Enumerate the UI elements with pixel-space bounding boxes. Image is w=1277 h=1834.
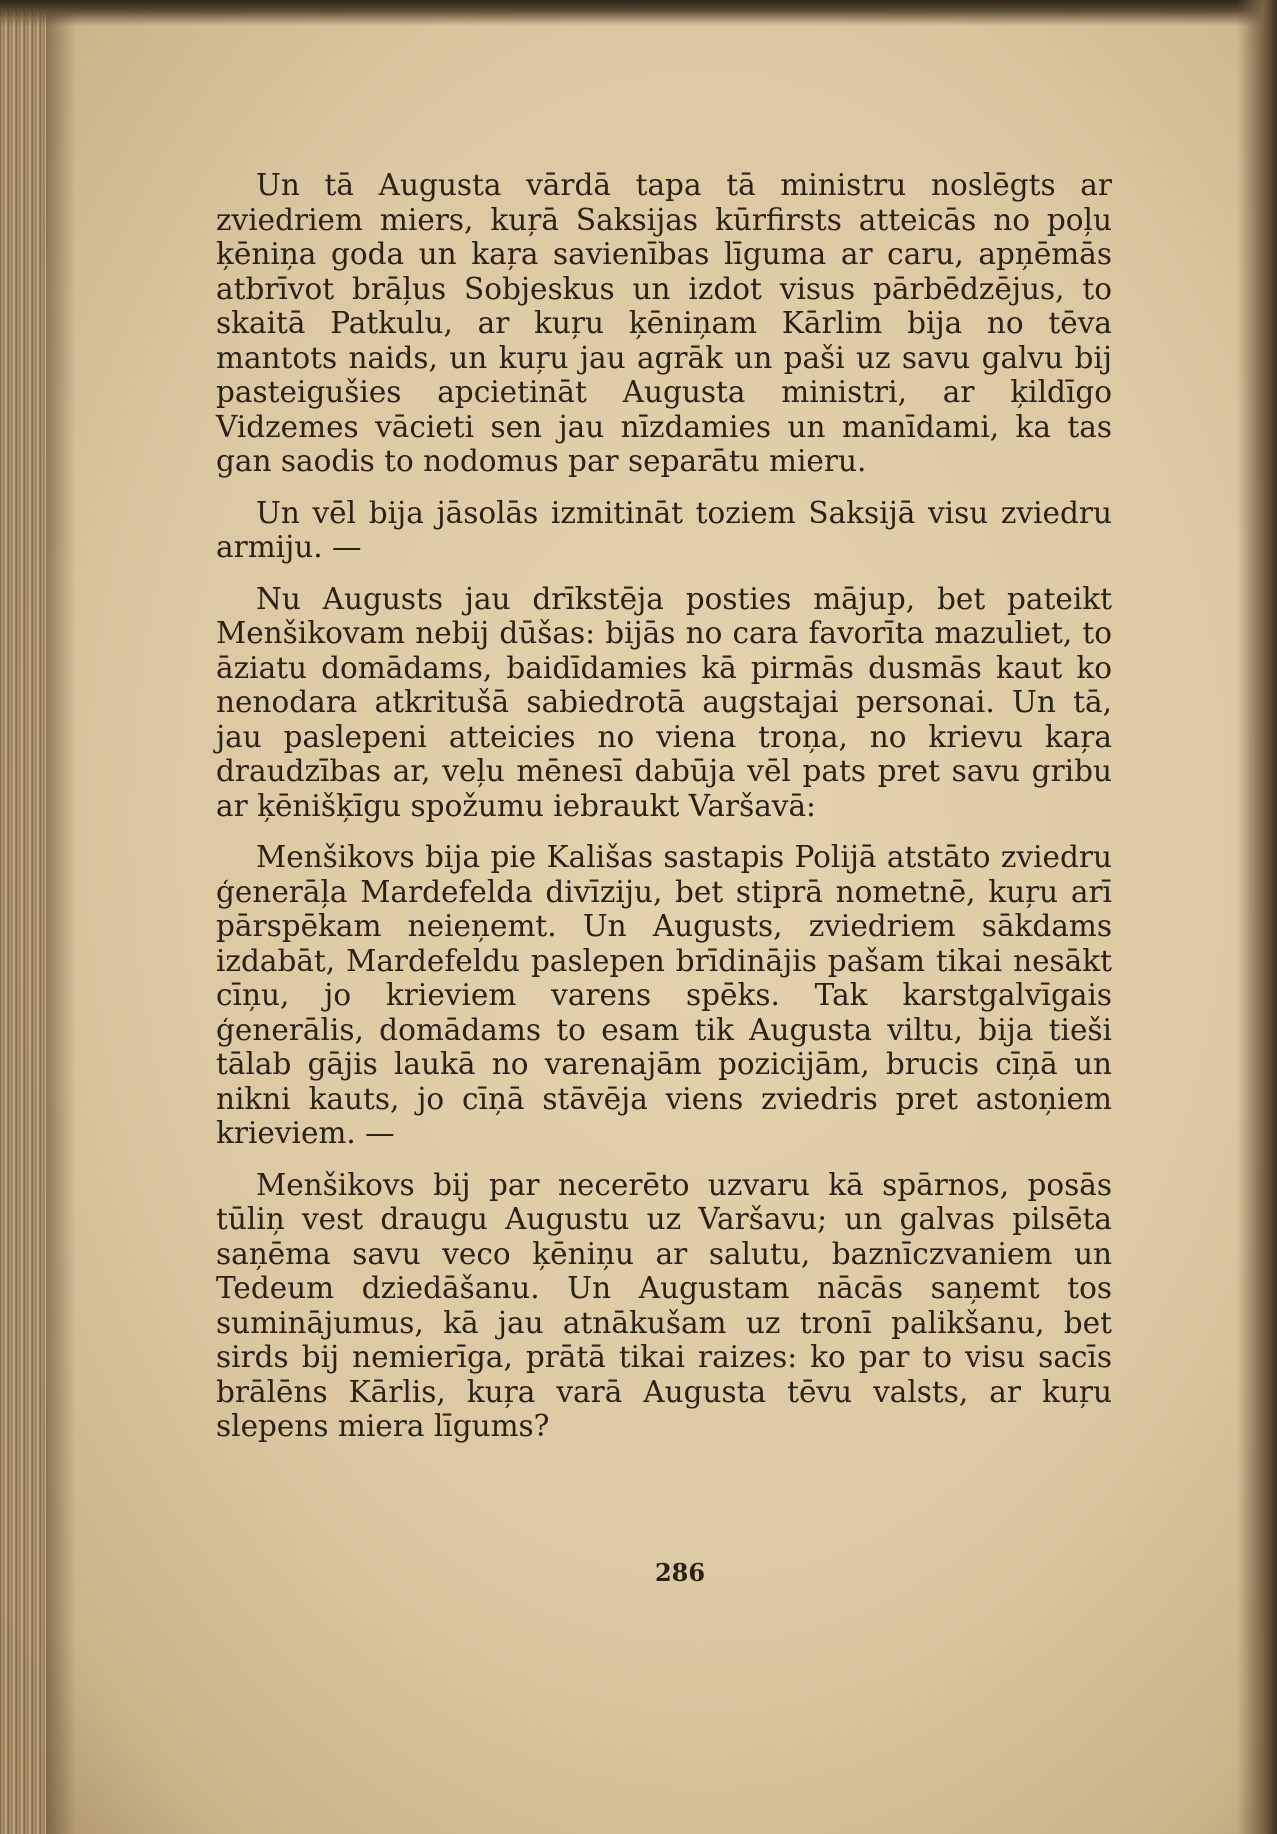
- body-text: [216, 168, 1112, 1444]
- paragraph-3: Nu Augusts jau drīkstēja posties mājup, bet pateikt Menšikovam nebij dūšas: bijās no cara favorīta mazuliet, to āziatu domādams, baidīdamies kā pirmās dusmās kaut ko nenodara atkritušā sabiedrotā augstajai personai. Un tā, jau paslepeni atteicies no viena troņa, no krievu kaŗa draudzības ar, veļu mēnesī dabūja vēl pats pret savu gribu ar ķēnišķīgu spožumu iebraukt Varšavā:: [216, 581, 1112, 823]
- paragraph-4: Menšikovs bija pie Kališas sastapis Polijā atstāto zviedru ģenerāļa Mardefelda divīziju, bet stiprā nometnē, kuŗu arī pārspēkam neieņemt. Un Augusts, zviedriem sākdams izdabāt, Mardefeldu paslepen brīdinājis pašam tikai nesākt cīņu, jo krieviem varens spēks. Tak karstgalvīgais ģenerālis, domādams to esam tik Augusta viltu, bija tieši tālab gājis laukā no varenajām pozicijām, brucis cīņā un nikni kauts, jo cīņā stāvēja viens zviedris pret astoņiem krieviem. —: [216, 840, 1112, 1150]
- paragraph-5: Menšikovs bij par necerēto uzvaru kā spārnos, posās tūliņ vest draugu Augustu uz Varšavu; un galvas pilsēta saņēma savu veco ķēniņu ar salutu, baznīczvaniem un Tedeum dziedāšanu. Un Augustam nācās saņemt tos suminājumus, kā jau atnākušam uz tronī palikšanu, bet sirds bij nemierīga, prātā tikai raizes: ko par to visu sacīs brālēns Kārlis, kuŗa varā Augusta tēvu valsts, ar kuŗu slepens miera līgums?: [216, 1167, 1112, 1443]
- paragraph-2: Un vēl bija jāsolās izmitināt toziem Saksijā visu zviedru armiju. —: [216, 495, 1112, 564]
- paragraph-1: Un tā Augusta vārdā tapa tā ministru noslēgts ar zviedriem miers, kuŗā Saksijas kūrfirsts atteicās no poļu ķēniņa goda un kaŗa savienības līguma ar caru, apņēmās atbrīvot brāļus Sobjeskus un izdot visus pārbēdzējus, to skaitā Patkulu, ar kuŗu ķēniņam Kārlim bija no tēva mantots naids, un kuŗu jau agrāk un paši uz savu galvu bij pasteigušies apcietināt Augusta ministri, ar ķildīgo Vidzemes vācieti sen jau nīzdamies un manīdami, ka tas gan saodis to nodomus par separātu mieru.: [216, 168, 1112, 478]
- page-top-edge: [0, 0, 1277, 26]
- page-number: 286: [654, 1558, 706, 1587]
